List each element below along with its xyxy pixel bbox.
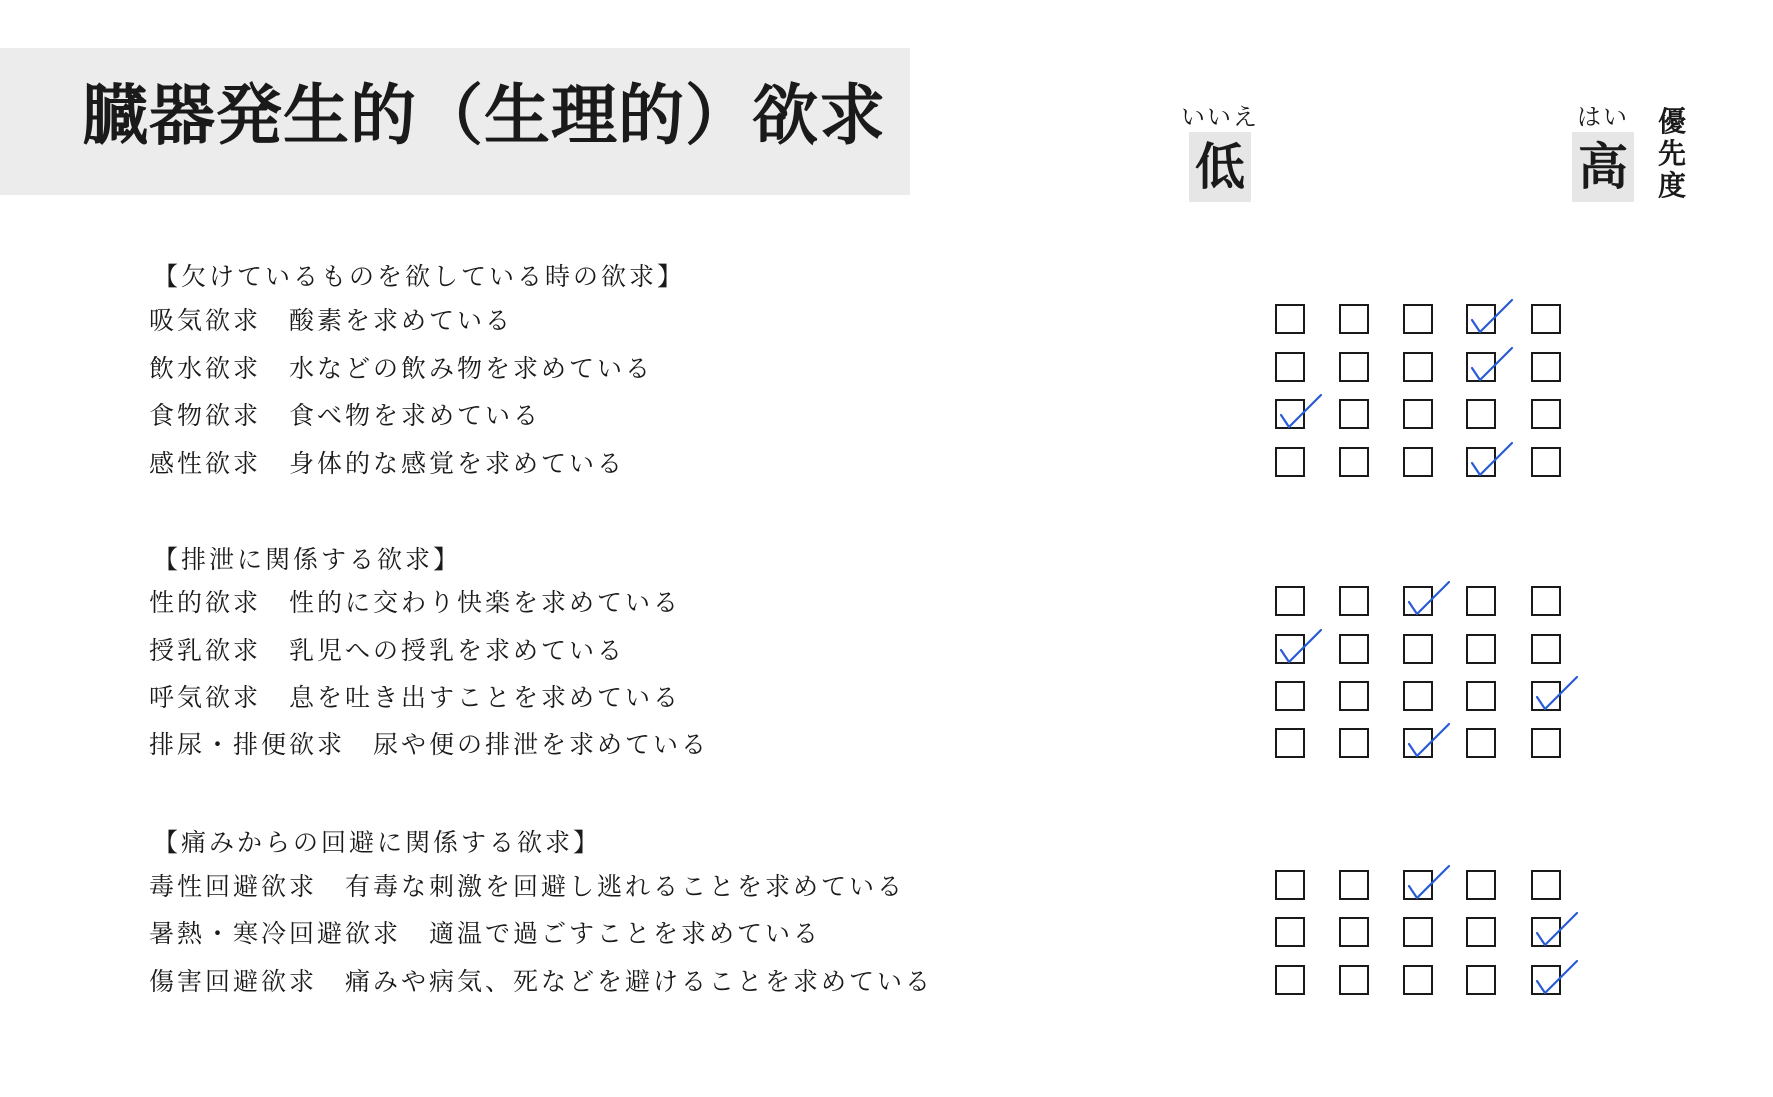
rating-checkbox-4[interactable]	[1466, 917, 1496, 947]
item-name: 授乳欲求	[149, 636, 262, 665]
item-label	[149, 967, 933, 997]
rating-checkbox-3[interactable]	[1403, 399, 1433, 429]
item-label	[149, 354, 653, 384]
item-label	[149, 636, 625, 666]
checkmark-icon	[1403, 578, 1451, 622]
scale-low	[1172, 102, 1268, 202]
item-name: 飲水欲求	[149, 354, 262, 383]
scale-high-label: 高	[1572, 132, 1634, 202]
item-name: 吸気欲求	[149, 306, 262, 335]
rating-checkbox-2[interactable]	[1339, 304, 1369, 334]
rating-checkbox-5[interactable]	[1531, 917, 1561, 947]
rating-checkbox-2[interactable]	[1339, 634, 1369, 664]
item-label	[149, 401, 541, 431]
checkmark-icon	[1466, 296, 1514, 340]
item-description: 適温で過ごすことを求めている	[429, 919, 822, 948]
checkmark-icon	[1531, 909, 1579, 953]
item-description: 息を吐き出すことを求めている	[289, 683, 682, 712]
checkmark-icon	[1466, 344, 1514, 388]
item-name: 排尿・排便欲求	[149, 730, 346, 759]
checkmark-icon	[1403, 720, 1451, 764]
item-description: 食べ物を求めている	[289, 401, 542, 430]
rating-checkbox-5[interactable]	[1531, 870, 1561, 900]
item-description: 水などの飲み物を求めている	[289, 354, 654, 383]
item-name: 暑熱・寒冷回避欲求	[149, 919, 402, 948]
rating-checkbox-2[interactable]	[1339, 586, 1369, 616]
rating-checkbox-3[interactable]	[1403, 870, 1433, 900]
rating-checkbox-4[interactable]	[1466, 870, 1496, 900]
rating-checkbox-2[interactable]	[1339, 728, 1369, 758]
rating-checkbox-5[interactable]	[1531, 586, 1561, 616]
item-description: 酸素を求めている	[289, 306, 514, 335]
rating-checkbox-4[interactable]	[1466, 399, 1496, 429]
item-name: 性的欲求	[149, 588, 262, 617]
rating-checkbox-1[interactable]	[1275, 634, 1305, 664]
scale-low-ruby: いいえ	[1181, 103, 1259, 131]
scale-high	[1568, 102, 1638, 202]
rating-checkbox-1[interactable]	[1275, 586, 1305, 616]
item-description: 有毒な刺激を回避し逃れることを求めている	[345, 872, 906, 901]
checkmark-icon	[1466, 439, 1514, 483]
item-label	[149, 919, 821, 949]
rating-checkbox-3[interactable]	[1403, 681, 1433, 711]
item-description: 痛みや病気、死などを避けることを求めている	[345, 967, 934, 996]
rating-checkbox-5[interactable]	[1531, 304, 1561, 334]
rating-checkbox-4[interactable]	[1466, 681, 1496, 711]
rating-checkbox-4[interactable]	[1466, 965, 1496, 995]
rating-checkbox-3[interactable]	[1403, 304, 1433, 334]
item-description: 乳児への授乳を求めている	[289, 636, 626, 665]
rating-checkbox-5[interactable]	[1531, 352, 1561, 382]
item-label	[149, 872, 905, 902]
rating-checkbox-3[interactable]	[1403, 352, 1433, 382]
rating-checkbox-4[interactable]	[1466, 352, 1496, 382]
page-title: 臓器発生的（生理的）欲求	[82, 77, 886, 154]
rating-checkbox-1[interactable]	[1275, 681, 1305, 711]
item-name: 感性欲求	[149, 449, 262, 478]
rating-checkbox-1[interactable]	[1275, 304, 1305, 334]
checkmark-icon	[1531, 957, 1579, 1001]
rating-checkbox-3[interactable]	[1403, 634, 1433, 664]
rating-checkbox-5[interactable]	[1531, 447, 1561, 477]
rating-checkbox-1[interactable]	[1275, 965, 1305, 995]
rating-checkbox-3[interactable]	[1403, 447, 1433, 477]
rating-checkbox-4[interactable]	[1466, 447, 1496, 477]
item-description: 尿や便の排泄を求めている	[373, 730, 710, 759]
rating-checkbox-1[interactable]	[1275, 447, 1305, 477]
checkmark-icon	[1275, 391, 1323, 435]
rating-checkbox-1[interactable]	[1275, 399, 1305, 429]
rating-checkbox-2[interactable]	[1339, 965, 1369, 995]
checkmark-icon	[1403, 862, 1451, 906]
rating-checkbox-3[interactable]	[1403, 917, 1433, 947]
item-description: 身体的な感覚を求めている	[289, 449, 626, 478]
rating-checkbox-1[interactable]	[1275, 352, 1305, 382]
rating-checkbox-3[interactable]	[1403, 728, 1433, 758]
item-name: 呼気欲求	[149, 683, 262, 712]
rating-checkbox-1[interactable]	[1275, 728, 1305, 758]
rating-checkbox-2[interactable]	[1339, 352, 1369, 382]
rating-checkbox-3[interactable]	[1403, 965, 1433, 995]
rating-checkbox-2[interactable]	[1339, 870, 1369, 900]
rating-checkbox-4[interactable]	[1466, 728, 1496, 758]
checkmark-icon	[1531, 673, 1579, 717]
rating-checkbox-1[interactable]	[1275, 917, 1305, 947]
item-name: 毒性回避欲求	[149, 872, 318, 901]
item-name: 食物欲求	[149, 401, 262, 430]
rating-checkbox-2[interactable]	[1339, 681, 1369, 711]
rating-checkbox-2[interactable]	[1339, 399, 1369, 429]
item-name: 傷害回避欲求	[149, 967, 318, 996]
priority-label: 優先度	[1657, 105, 1686, 202]
item-label	[149, 683, 681, 713]
section-header: 【痛みからの回避に関係する欲求】	[153, 828, 602, 857]
item-label	[149, 449, 625, 479]
section-header: 【排泄に関係する欲求】	[153, 545, 462, 574]
rating-checkbox-4[interactable]	[1466, 586, 1496, 616]
rating-checkbox-5[interactable]	[1531, 681, 1561, 711]
item-description: 性的に交わり快楽を求めている	[289, 588, 682, 617]
item-label	[149, 588, 681, 618]
rating-checkbox-2[interactable]	[1339, 917, 1369, 947]
scale-low-label: 低	[1189, 132, 1251, 202]
item-label	[149, 730, 709, 760]
rating-checkbox-5[interactable]	[1531, 634, 1561, 664]
section-header: 【欠けているものを欲している時の欲求】	[153, 262, 686, 291]
rating-checkbox-5[interactable]	[1531, 399, 1561, 429]
rating-checkbox-1[interactable]	[1275, 870, 1305, 900]
rating-checkbox-5[interactable]	[1531, 965, 1561, 995]
scale-high-ruby: はい	[1577, 103, 1629, 131]
rating-checkbox-2[interactable]	[1339, 447, 1369, 477]
rating-checkbox-4[interactable]	[1466, 634, 1496, 664]
rating-checkbox-4[interactable]	[1466, 304, 1496, 334]
item-label	[149, 306, 513, 336]
rating-checkbox-3[interactable]	[1403, 586, 1433, 616]
checkmark-icon	[1275, 626, 1323, 670]
rating-checkbox-5[interactable]	[1531, 728, 1561, 758]
